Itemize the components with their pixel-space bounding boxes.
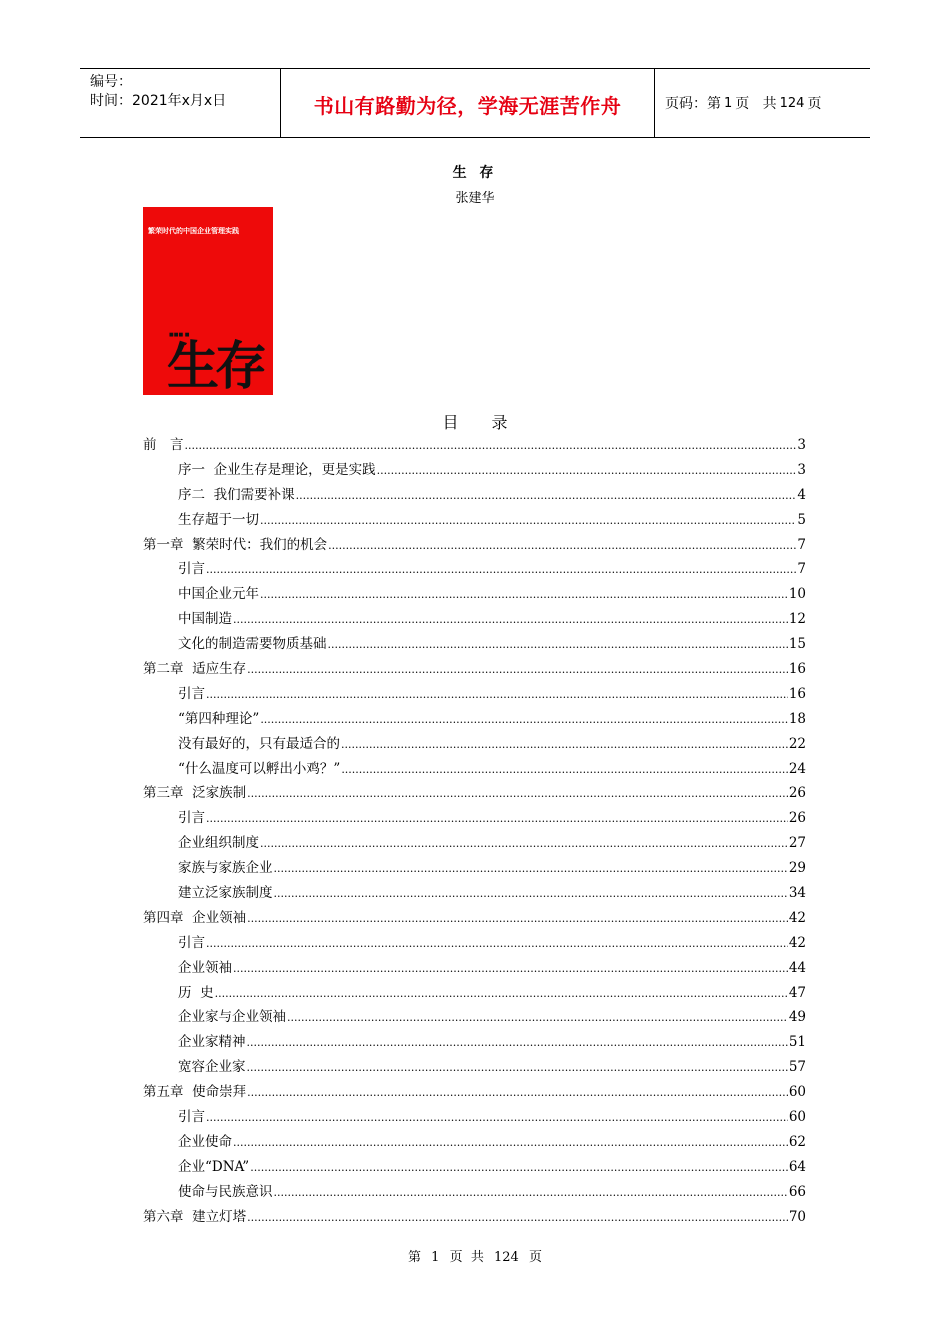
toc-entry[interactable] <box>143 782 806 807</box>
toc-entry-title: 第四章 企业领袖 <box>143 909 247 926</box>
toc-dot-leader <box>247 1082 788 1104</box>
toc-entry[interactable] <box>143 1106 806 1131</box>
toc-entry-title: 宽容企业家 <box>178 1059 246 1076</box>
toc-dot-leader <box>206 684 788 706</box>
header-page-total: 124 <box>779 95 805 111</box>
toc-entry-page: 49 <box>788 1009 806 1026</box>
toc-dot-leader <box>296 485 797 507</box>
toc-entry-title: 企业领袖 <box>178 959 232 976</box>
toc-dot-leader <box>185 435 797 457</box>
toc-dot-leader <box>274 1182 788 1204</box>
toc-entry[interactable] <box>143 1206 806 1231</box>
toc-entry-title: 引言 <box>178 810 205 827</box>
toc-entry-page: 24 <box>788 760 806 777</box>
toc-entry-page: 57 <box>788 1059 806 1076</box>
document-number-label: 编号： <box>90 74 132 90</box>
toc-entry-page: 22 <box>788 735 806 752</box>
toc-entry-page: 7 <box>797 536 806 553</box>
toc-entry-page: 7 <box>797 561 806 578</box>
toc-entry-page: 29 <box>788 860 806 877</box>
toc-entry[interactable] <box>143 982 806 1007</box>
toc-entry-title: 序二 我们需要补课 <box>178 486 295 503</box>
header-page-prefix: 页码：第 <box>665 96 721 112</box>
header-page-mid: 页 共 <box>735 96 777 112</box>
toc-heading: 目 录 <box>442 413 522 432</box>
toc-dot-leader <box>341 734 788 756</box>
cover-small-mark: ■■■ ■ <box>169 332 190 338</box>
toc-dot-leader <box>247 1057 788 1079</box>
toc-entry-title: 前 言 <box>143 437 184 453</box>
toc-dot-leader <box>247 1207 788 1229</box>
toc-entry-title: 生存超于一切 <box>178 511 259 528</box>
toc-entry[interactable] <box>143 708 806 733</box>
toc-entry[interactable] <box>143 683 806 708</box>
footer-current: 1 <box>431 1250 440 1265</box>
toc-entry[interactable] <box>143 558 806 583</box>
toc-entry[interactable] <box>143 608 806 633</box>
toc-entry-page: 66 <box>788 1183 806 1200</box>
toc-dot-leader <box>287 1007 788 1029</box>
page-footer <box>0 1246 950 1265</box>
toc-entry[interactable] <box>143 1181 806 1206</box>
page-header <box>80 68 870 138</box>
header-motto: 书山有路勤为径，学海无涯苦作舟 <box>313 93 622 118</box>
toc-entry[interactable] <box>143 434 806 459</box>
toc-dot-leader <box>247 783 788 805</box>
toc-entry-page: 26 <box>788 785 806 802</box>
toc-entry-page: 42 <box>788 909 806 926</box>
toc-entry-title: 企业家精神 <box>178 1034 246 1051</box>
footer-total: 124 <box>494 1250 519 1265</box>
toc-entry-title: 第二章 适应生存 <box>143 661 247 678</box>
header-page-suffix: 页 <box>807 96 822 112</box>
toc-entry-page: 60 <box>788 1109 806 1126</box>
toc-dot-leader <box>260 584 788 606</box>
toc-entry-page: 44 <box>788 959 806 976</box>
toc-entry-title: 使命与民族意识 <box>178 1183 273 1200</box>
toc-entry-title: 序一 企业生存是理论，更是实践 <box>178 461 376 478</box>
toc-entry-title: 企业使命 <box>178 1133 232 1150</box>
toc-entry-page: 5 <box>797 511 806 528</box>
toc-dot-leader <box>274 858 788 880</box>
toc-entry-title: 建立泛家族制度 <box>178 885 273 902</box>
toc-entry[interactable] <box>143 583 806 608</box>
toc-dot-leader <box>328 535 796 557</box>
cover-subtitle: 繁荣时代的中国企业管理实践 <box>148 227 239 235</box>
toc-entry[interactable] <box>143 807 806 832</box>
toc-entry[interactable] <box>143 832 806 857</box>
header-page-current: 1 <box>724 95 733 111</box>
toc-entry-title: 第五章 使命崇拜 <box>143 1084 247 1101</box>
toc-entry-page: 62 <box>788 1133 806 1150</box>
toc-entry-title: 第六章 建立灯塔 <box>143 1208 247 1225</box>
toc-entry[interactable] <box>143 484 806 509</box>
toc-dot-leader <box>206 808 788 830</box>
table-of-contents <box>143 434 806 1231</box>
toc-entry-page: 18 <box>788 710 806 727</box>
toc-dot-leader <box>247 659 788 681</box>
toc-entry-page: 51 <box>788 1034 806 1051</box>
toc-dot-leader <box>274 883 788 905</box>
toc-dot-leader <box>328 634 788 656</box>
toc-entry[interactable] <box>143 459 806 484</box>
toc-entry-page: 3 <box>797 437 806 453</box>
toc-entry-page: 12 <box>788 611 806 628</box>
toc-entry-title: “什么温度可以孵出小鸡？” <box>178 760 341 777</box>
toc-entry-title: 中国企业元年 <box>178 586 259 603</box>
toc-entry[interactable] <box>143 534 806 559</box>
toc-entry-page: 27 <box>788 835 806 852</box>
toc-entry-title: 没有最好的，只有最适合的 <box>178 735 340 752</box>
toc-entry-page: 47 <box>788 984 806 1001</box>
toc-entry-title: 企业“DNA” <box>178 1158 250 1175</box>
toc-entry-page: 70 <box>788 1208 806 1225</box>
toc-dot-leader <box>206 1107 788 1129</box>
toc-entry[interactable] <box>143 733 806 758</box>
toc-entry[interactable] <box>143 882 806 907</box>
toc-entry[interactable] <box>143 509 806 534</box>
toc-entry-title: 引言 <box>178 685 205 702</box>
toc-dot-leader <box>247 1032 788 1054</box>
toc-dot-leader <box>233 1132 788 1154</box>
toc-entry[interactable] <box>143 1156 806 1181</box>
toc-entry[interactable] <box>143 1056 806 1081</box>
toc-entry-page: 15 <box>788 636 806 653</box>
toc-dot-leader <box>206 559 796 581</box>
toc-entry-title: 企业组织制度 <box>178 835 259 852</box>
toc-entry-title: 历 史 <box>178 984 214 1001</box>
toc-dot-leader <box>247 908 788 930</box>
toc-dot-leader <box>233 958 788 980</box>
toc-entry[interactable] <box>143 1131 806 1156</box>
toc-entry-title: “第四种理论” <box>178 710 260 727</box>
toc-entry-title: 引言 <box>178 1109 205 1126</box>
toc-entry-title: 第一章 繁荣时代：我们的机会 <box>143 536 328 553</box>
toc-dot-leader <box>260 510 796 532</box>
toc-entry-page: 60 <box>788 1084 806 1101</box>
toc-entry-title: 企业家与企业领袖 <box>178 1009 286 1026</box>
toc-entry-page: 64 <box>788 1158 806 1175</box>
toc-entry-title: 家族与家族企业 <box>178 860 273 877</box>
toc-entry[interactable] <box>143 1006 806 1031</box>
toc-entry-page: 16 <box>788 661 806 678</box>
toc-entry-page: 3 <box>797 461 806 478</box>
toc-entry-page: 4 <box>797 486 806 503</box>
toc-entry-page: 26 <box>788 810 806 827</box>
document-title: 生 存 <box>452 165 498 181</box>
toc-entry-page: 10 <box>788 586 806 603</box>
toc-entry[interactable] <box>143 957 806 982</box>
toc-entry-title: 中国制造 <box>178 611 232 628</box>
cover-title: 生存 <box>167 337 264 395</box>
toc-dot-leader <box>341 759 788 781</box>
toc-entry-page: 42 <box>788 934 806 951</box>
toc-entry-title: 引言 <box>178 561 205 578</box>
header-page-cell <box>655 69 870 137</box>
toc-dot-leader <box>260 709 788 731</box>
footer-prefix: 第 <box>408 1250 422 1265</box>
toc-dot-leader <box>377 460 797 482</box>
header-info-cell <box>80 69 281 137</box>
document-time-label: 时间：2021年x月x日 <box>90 93 227 109</box>
toc-entry[interactable] <box>143 633 806 658</box>
footer-mid: 页 共 <box>449 1250 484 1265</box>
toc-dot-leader <box>260 833 788 855</box>
header-motto-cell <box>281 69 655 137</box>
toc-dot-leader <box>215 983 788 1005</box>
footer-suffix: 页 <box>528 1250 542 1265</box>
toc-entry-title: 文化的制造需要物质基础 <box>178 636 327 653</box>
toc-entry[interactable] <box>143 758 806 783</box>
toc-entry[interactable] <box>143 1031 806 1056</box>
toc-entry[interactable] <box>143 857 806 882</box>
toc-entry[interactable] <box>143 907 806 932</box>
toc-entry-title: 第三章 泛家族制 <box>143 785 247 802</box>
toc-entry[interactable] <box>143 1081 806 1106</box>
toc-dot-leader <box>233 609 788 631</box>
document-author: 张建华 <box>455 191 495 206</box>
toc-entry-page: 16 <box>788 685 806 702</box>
toc-entry-title: 引言 <box>178 934 205 951</box>
toc-dot-leader <box>206 933 788 955</box>
toc-dot-leader <box>250 1157 788 1179</box>
book-cover-image <box>143 207 273 395</box>
toc-entry-page: 34 <box>788 885 806 902</box>
toc-entry[interactable] <box>143 932 806 957</box>
toc-entry[interactable] <box>143 658 806 683</box>
